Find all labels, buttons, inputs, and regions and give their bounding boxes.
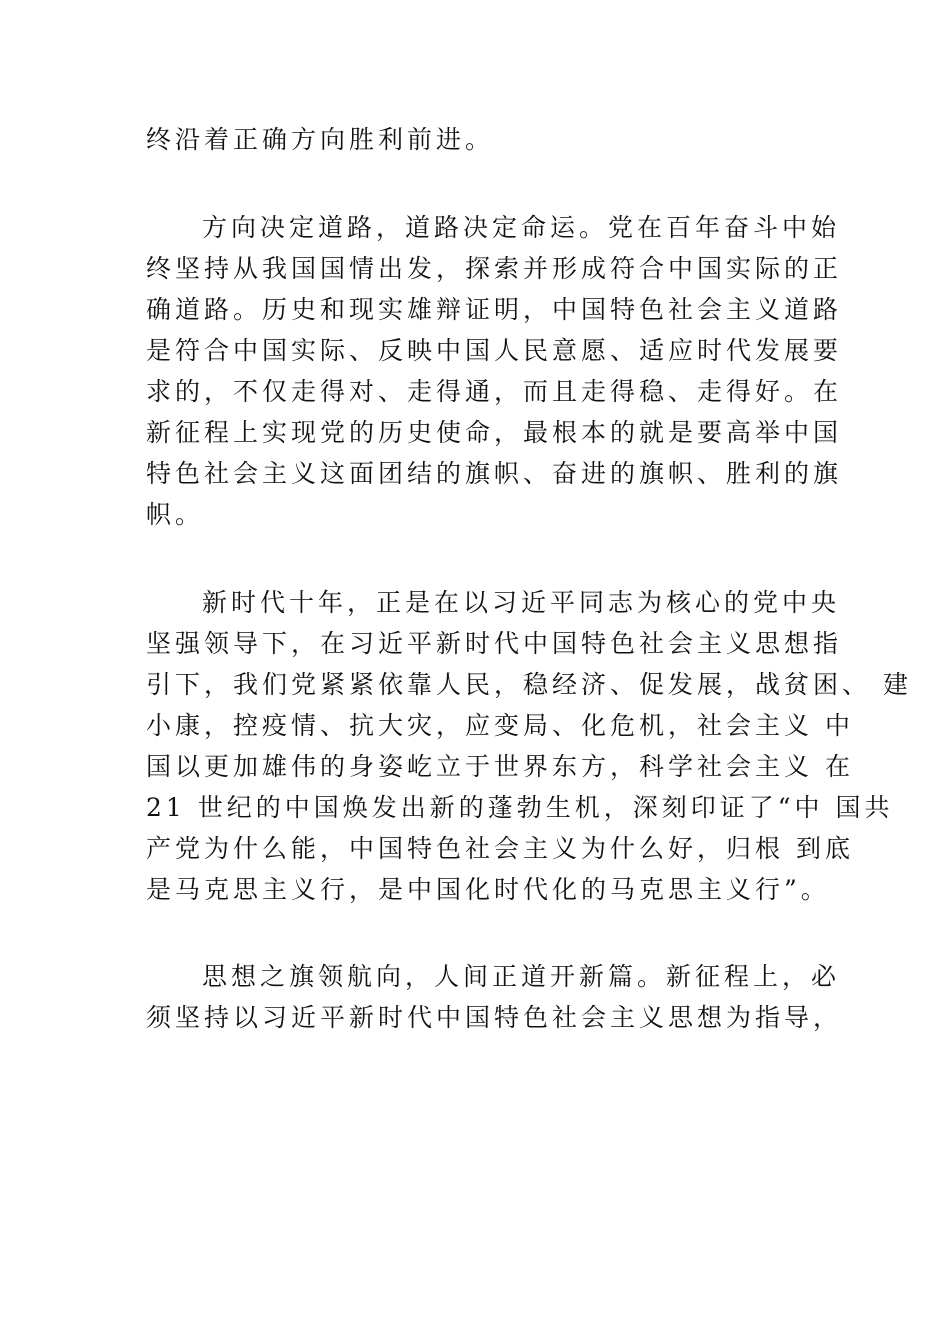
paragraph-2-line-5: 求的，不仅走得对、走得通，而且走得稳、走得好。在	[146, 377, 843, 406]
paragraph-3-line-4: 小康，控疫情、抗大灾，应变局、化危机，社会主义 中	[146, 711, 854, 740]
paragraph-2-line-4: 是符合中国实际、反映中国人民意愿、适应时代发展要	[146, 336, 843, 365]
paragraph-2-line-8: 帜。	[146, 500, 205, 529]
paragraph-2-line-6: 新征程上实现党的历史使命，最根本的就是要高举中国	[146, 418, 843, 447]
paragraph-2-line-3: 确道路。历史和现实雄辩证明，中国特色社会主义道路	[146, 295, 843, 324]
paragraph-3-line-5: 国以更加雄伟的身姿屹立于世界东方，科学社会主义 在	[146, 752, 854, 781]
paragraph-2-line-1: 方向决定道路，道路决定命运。党在百年奋斗中始	[202, 213, 841, 242]
paragraph-2-line-7: 特色社会主义这面团结的旗帜、奋进的旗帜、胜利的旗	[146, 459, 843, 488]
paragraph-3-line-2: 坚强领导下，在习近平新时代中国特色社会主义思想指	[146, 629, 843, 658]
paragraph-1-line-1: 终沿着正确方向胜利前进。	[146, 125, 495, 154]
paragraph-4-line-2: 须坚持以习近平新时代中国特色社会主义思想为指导，	[146, 1003, 843, 1032]
paragraph-4-line-1: 思想之旗领航向，人间正道开新篇。新征程上，必	[202, 962, 841, 991]
paragraph-3-line-1: 新时代十年，正是在以习近平同志为核心的党中央	[202, 588, 841, 617]
paragraph-3-line-7: 产党为什么能，中国特色社会主义为什么好，归根 到底	[146, 834, 854, 863]
paragraph-3-line-3: 引下，我们党紧紧依靠人民，稳经济、促发展，战贫困、 建	[146, 670, 912, 699]
paragraph-3-line-8: 是马克思主义行，是中国化时代化的马克思主义行”。	[146, 875, 830, 904]
paragraph-3-line-6: 21 世纪的中国焕发出新的蓬勃生机，深刻印证了“中 国共	[146, 793, 894, 822]
paragraph-2-line-2: 终坚持从我国国情出发，探索并形成符合中国实际的正	[146, 254, 843, 283]
